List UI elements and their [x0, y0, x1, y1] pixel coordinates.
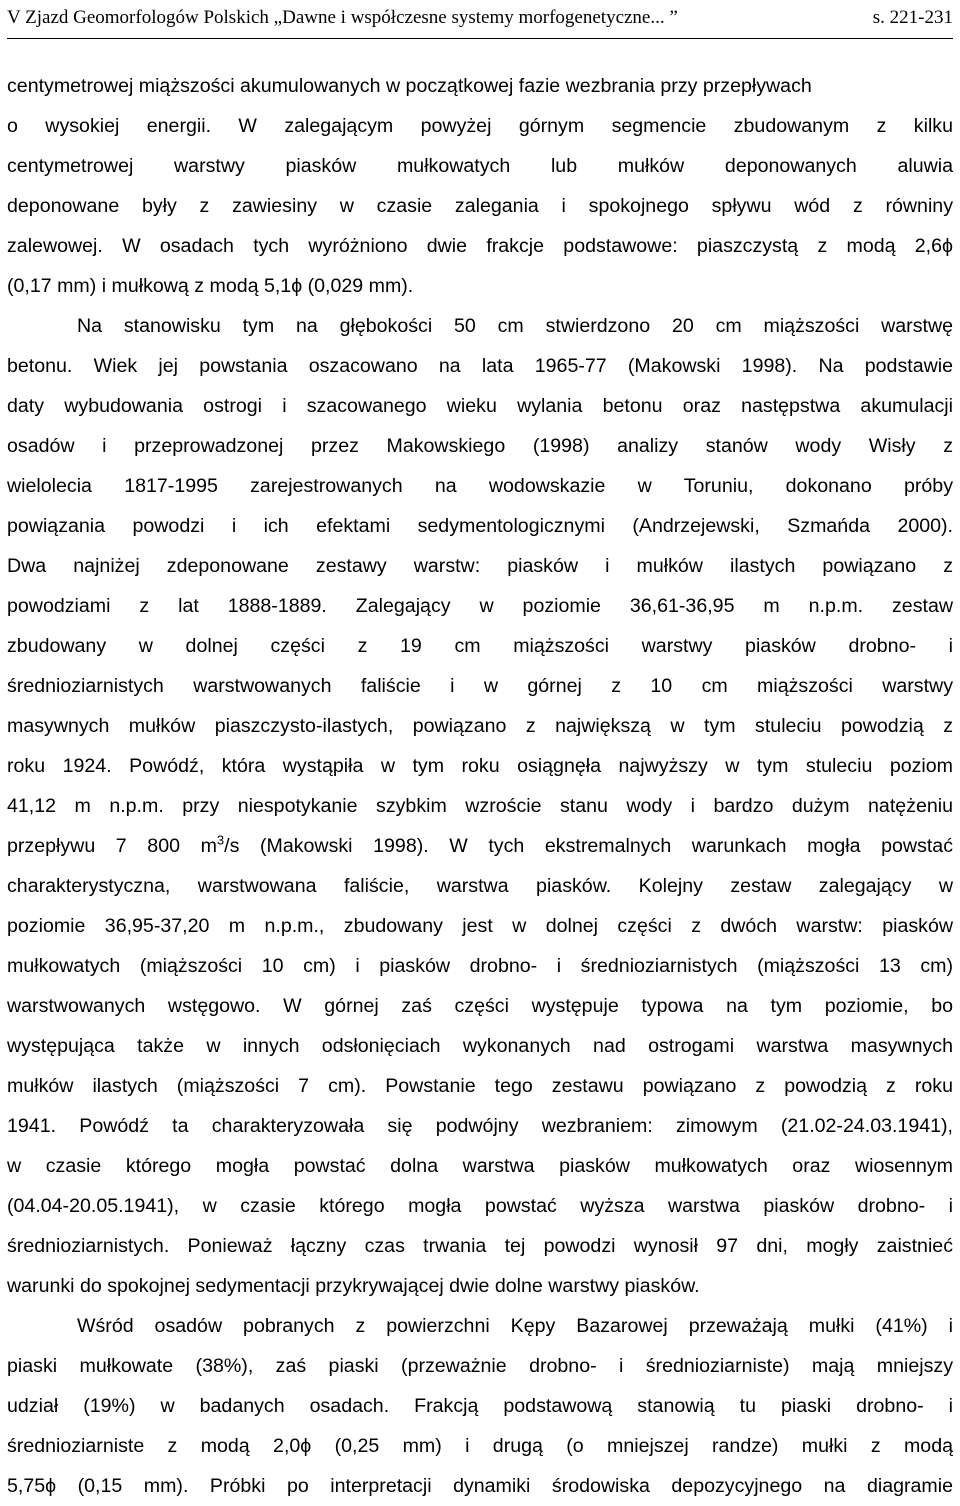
text-line: piaski mułkowate (38%), zaś piaski (przeważnie drobno- i średnioziarniste) mają mniejszy [7, 1355, 953, 1377]
text-line: 5,75ϕ (0,15 mm). Próbki po interpretacji dynamiki środowiska depozycyjnego na diagramie [7, 1475, 953, 1497]
text-line: deponowane były z zawiesiny w czasie zalegania i spokojnego spływu wód z równiny [7, 195, 953, 217]
text-line: mułkowatych (miąższości 10 cm) i piasków drobno- i średnioziarnistych (miąższości 13 cm) [7, 955, 953, 977]
text-line: zbudowany w dolnej części z 19 cm miąższości warstwy piasków drobno- i [7, 635, 953, 657]
text-line: średnioziarnistych. Ponieważ łączny czas trwania tej powodzi wynosił 97 dni, mogły zaistnieć [7, 1235, 953, 1257]
text-line: daty wybudowania ostrogi i szacowanego wieku wylania betonu oraz następstwa akumulacji [7, 395, 953, 417]
text-line: udział (19%) w badanych osadach. Frakcją podstawową stanowią tu piaski drobno- i [7, 1395, 953, 1417]
text-line: poziomie 36,95-37,20 m n.p.m., zbudowany jest w dolnej części z dwóch warstw: piasków [7, 915, 953, 937]
text-line: centymetrowej miąższości akumulowanych w początkowej fazie wezbrania przy przepływach [7, 75, 812, 97]
text-line: (0,17 mm) i mułkową z modą 5,1ϕ (0,029 mm). [7, 275, 414, 297]
text-line: powodziami z lat 1888-1889. Zalegający w poziomie 36,61-36,95 m n.p.m. zestaw [7, 595, 953, 617]
text-line: wielolecia 1817-1995 zarejestrowanych na wodowskazie w Toruniu, dokonano próby [7, 475, 953, 497]
text-line: centymetrowej warstwy piasków mułkowatych lub mułków deponowanych aluwia [7, 155, 953, 177]
text-line: o wysokiej energii. W zalegającym powyżej górnym segmencie zbudowanym z kilku [7, 115, 953, 137]
text-line: powiązania powodzi i ich efektami sedymentologicznymi (Andrzejewski, Szmańda 2000). [7, 515, 953, 537]
text-line: Wśród osadów pobranych z powierzchni Kępy Bazarowej przeważają mułki (41%) i [77, 1315, 953, 1337]
superscript: 3 [216, 832, 225, 848]
text-line: osadów i przeprowadzonej przez Makowskiego (1998) analizy stanów wody Wisły z [7, 435, 953, 457]
text-line: masywnych mułków piaszczysto-ilastych, powiązano z największą w tym stuleciu powodzią z [7, 715, 953, 737]
text-line: warunki do spokojnej sedymentacji przykrywającej dwie dolne warstwy piasków. [7, 1275, 700, 1297]
header-title: V Zjazd Geomorfologów Polskich „Dawne i współczesne systemy morfogenetyczne... ” [7, 7, 678, 28]
text-line: 1941. Powódź ta charakteryzowała się podwójny wezbraniem: zimowym (21.02-24.03.1941), [7, 1115, 953, 1137]
text-line: Na stanowisku tym na głębokości 50 cm stwierdzono 20 cm miąższości warstwę [77, 315, 953, 337]
text-line: mułków ilastych (miąższości 7 cm). Powstanie tego zestawu powiązano z powodzią z roku [7, 1075, 953, 1097]
text-line: średnioziarniste z modą 2,0ϕ (0,25 mm) i drugą (o mniejszej randze) mułki z modą [7, 1435, 953, 1457]
text-line: Dwa najniżej zdeponowane zestawy warstw: piasków i mułków ilastych powiązano z [7, 555, 953, 577]
running-header [7, 0, 953, 39]
text-line: warstwowanych wstęgowo. W górnej zaś części występuje typowa na tym poziomie, bo [7, 995, 953, 1017]
text-line: betonu. Wiek jej powstania oszacowano na lata 1965-77 (Makowski 1998). Na podstawie [7, 355, 953, 377]
text-segment: /s (Makowski 1998). W tych ekstremalnych warunkach mogła powstać [224, 835, 953, 857]
text-line: (04.04-20.05.1941), w czasie którego mogła powstać wyższa warstwa piasków drobno- i [7, 1195, 953, 1217]
body-text [7, 66, 953, 1506]
text-segment: przepływu 7 800 m [7, 835, 217, 857]
text-line: 41,12 m n.p.m. przy niespotykanie szybkim wzroście stanu wody i bardzo dużym natężeniu [7, 795, 953, 817]
text-line: zalewowej. W osadach tych wyróżniono dwie frakcje podstawowe: piaszczystą z modą 2,6ϕ [7, 235, 953, 257]
text-line: charakterystyczna, warstwowana faliście, warstwa piasków. Kolejny zestaw zalegający w [7, 875, 953, 897]
text-line: średnioziarnistych warstwowanych faliście i w górnej z 10 cm miąższości warstwy [7, 675, 953, 697]
text-line: roku 1924. Powódź, która wystąpiła w tym roku osiągnęła najwyższy w tym stuleciu poziom [7, 755, 953, 777]
header-page-range: s. 221-231 [872, 7, 953, 28]
text-line [7, 826, 953, 866]
text-line: w czasie którego mogła powstać dolna warstwa piasków mułkowatych oraz wiosennym [7, 1155, 953, 1177]
text-line: występująca także w innych odsłonięciach wykonanych nad ostrogami warstwa masywnych [7, 1035, 953, 1057]
